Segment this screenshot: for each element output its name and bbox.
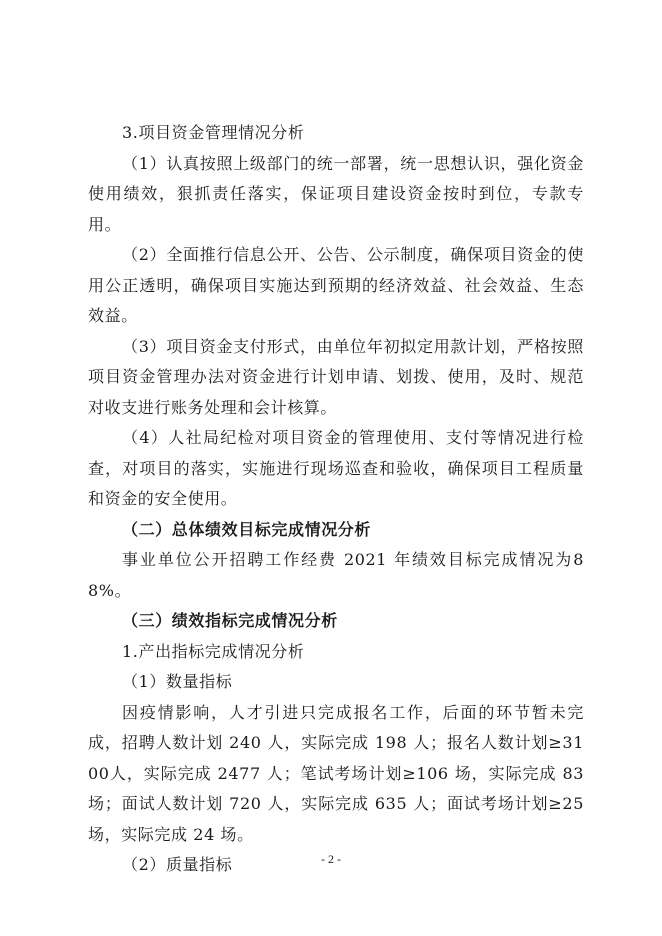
output-indicator-heading: 1.产出指标完成情况分析	[122, 641, 305, 661]
quantity-indicator-text: 因疫情影响，人才引进只完成报名工作，后面的环节暂未完成，招聘人数计划 240 人，实际完成 198 人；报名人数计划≥3100人，实际完成 2477 人；笔试考场计划≥106 场，实际完成 83 场；面试人数计划 720 人，实际完成 635 人；面试考场计划≥25 场，实际完成 24 场。	[88, 702, 584, 844]
quantity-indicator-heading: （1）数量指标	[122, 672, 233, 691]
indicator-heading: （三）绩效指标完成情况分析	[122, 611, 338, 630]
fund-management-item-2: （2）全面推行信息公开、公告、公示制度，确保项目资金的使用公正透明，确保项目实施达到预期的经济效益、社会效益、生态效益。	[88, 245, 584, 325]
fund-management-item-4: （4）人社局纪检对项目资金的管理使用、支付等情况进行检查，对项目的落实，实施进行现场巡查和验收，确保项目工程质量和资金的安全使用。	[88, 428, 584, 508]
overall-goal-heading: （二）总体绩效目标完成情况分析	[122, 519, 372, 539]
overall-goal-text: 事业单位公开招聘工作经费 2021 年绩效目标完成情况为88%。	[88, 550, 584, 600]
fund-management-heading: 3.项目资金管理情况分析	[122, 123, 305, 142]
fund-management-item-3: （3）项目资金支付形式，由单位年初拟定用款计划，严格按照项目资金管理办法对资金进行计划申请、划拨、使用，及时、规范对收支进行账务处理和会计核算。	[88, 336, 584, 417]
document-body	[88, 118, 584, 881]
quality-indicator-heading: （2）质量指标	[122, 855, 233, 874]
page-number: - 2 -	[321, 852, 341, 866]
fund-management-item-1: （1）认真按照上级部门的统一部署，统一思想认识，强化资金使用绩效，狠抓责任落实，保证项目建设资金按时到位，专款专用。	[88, 153, 584, 234]
